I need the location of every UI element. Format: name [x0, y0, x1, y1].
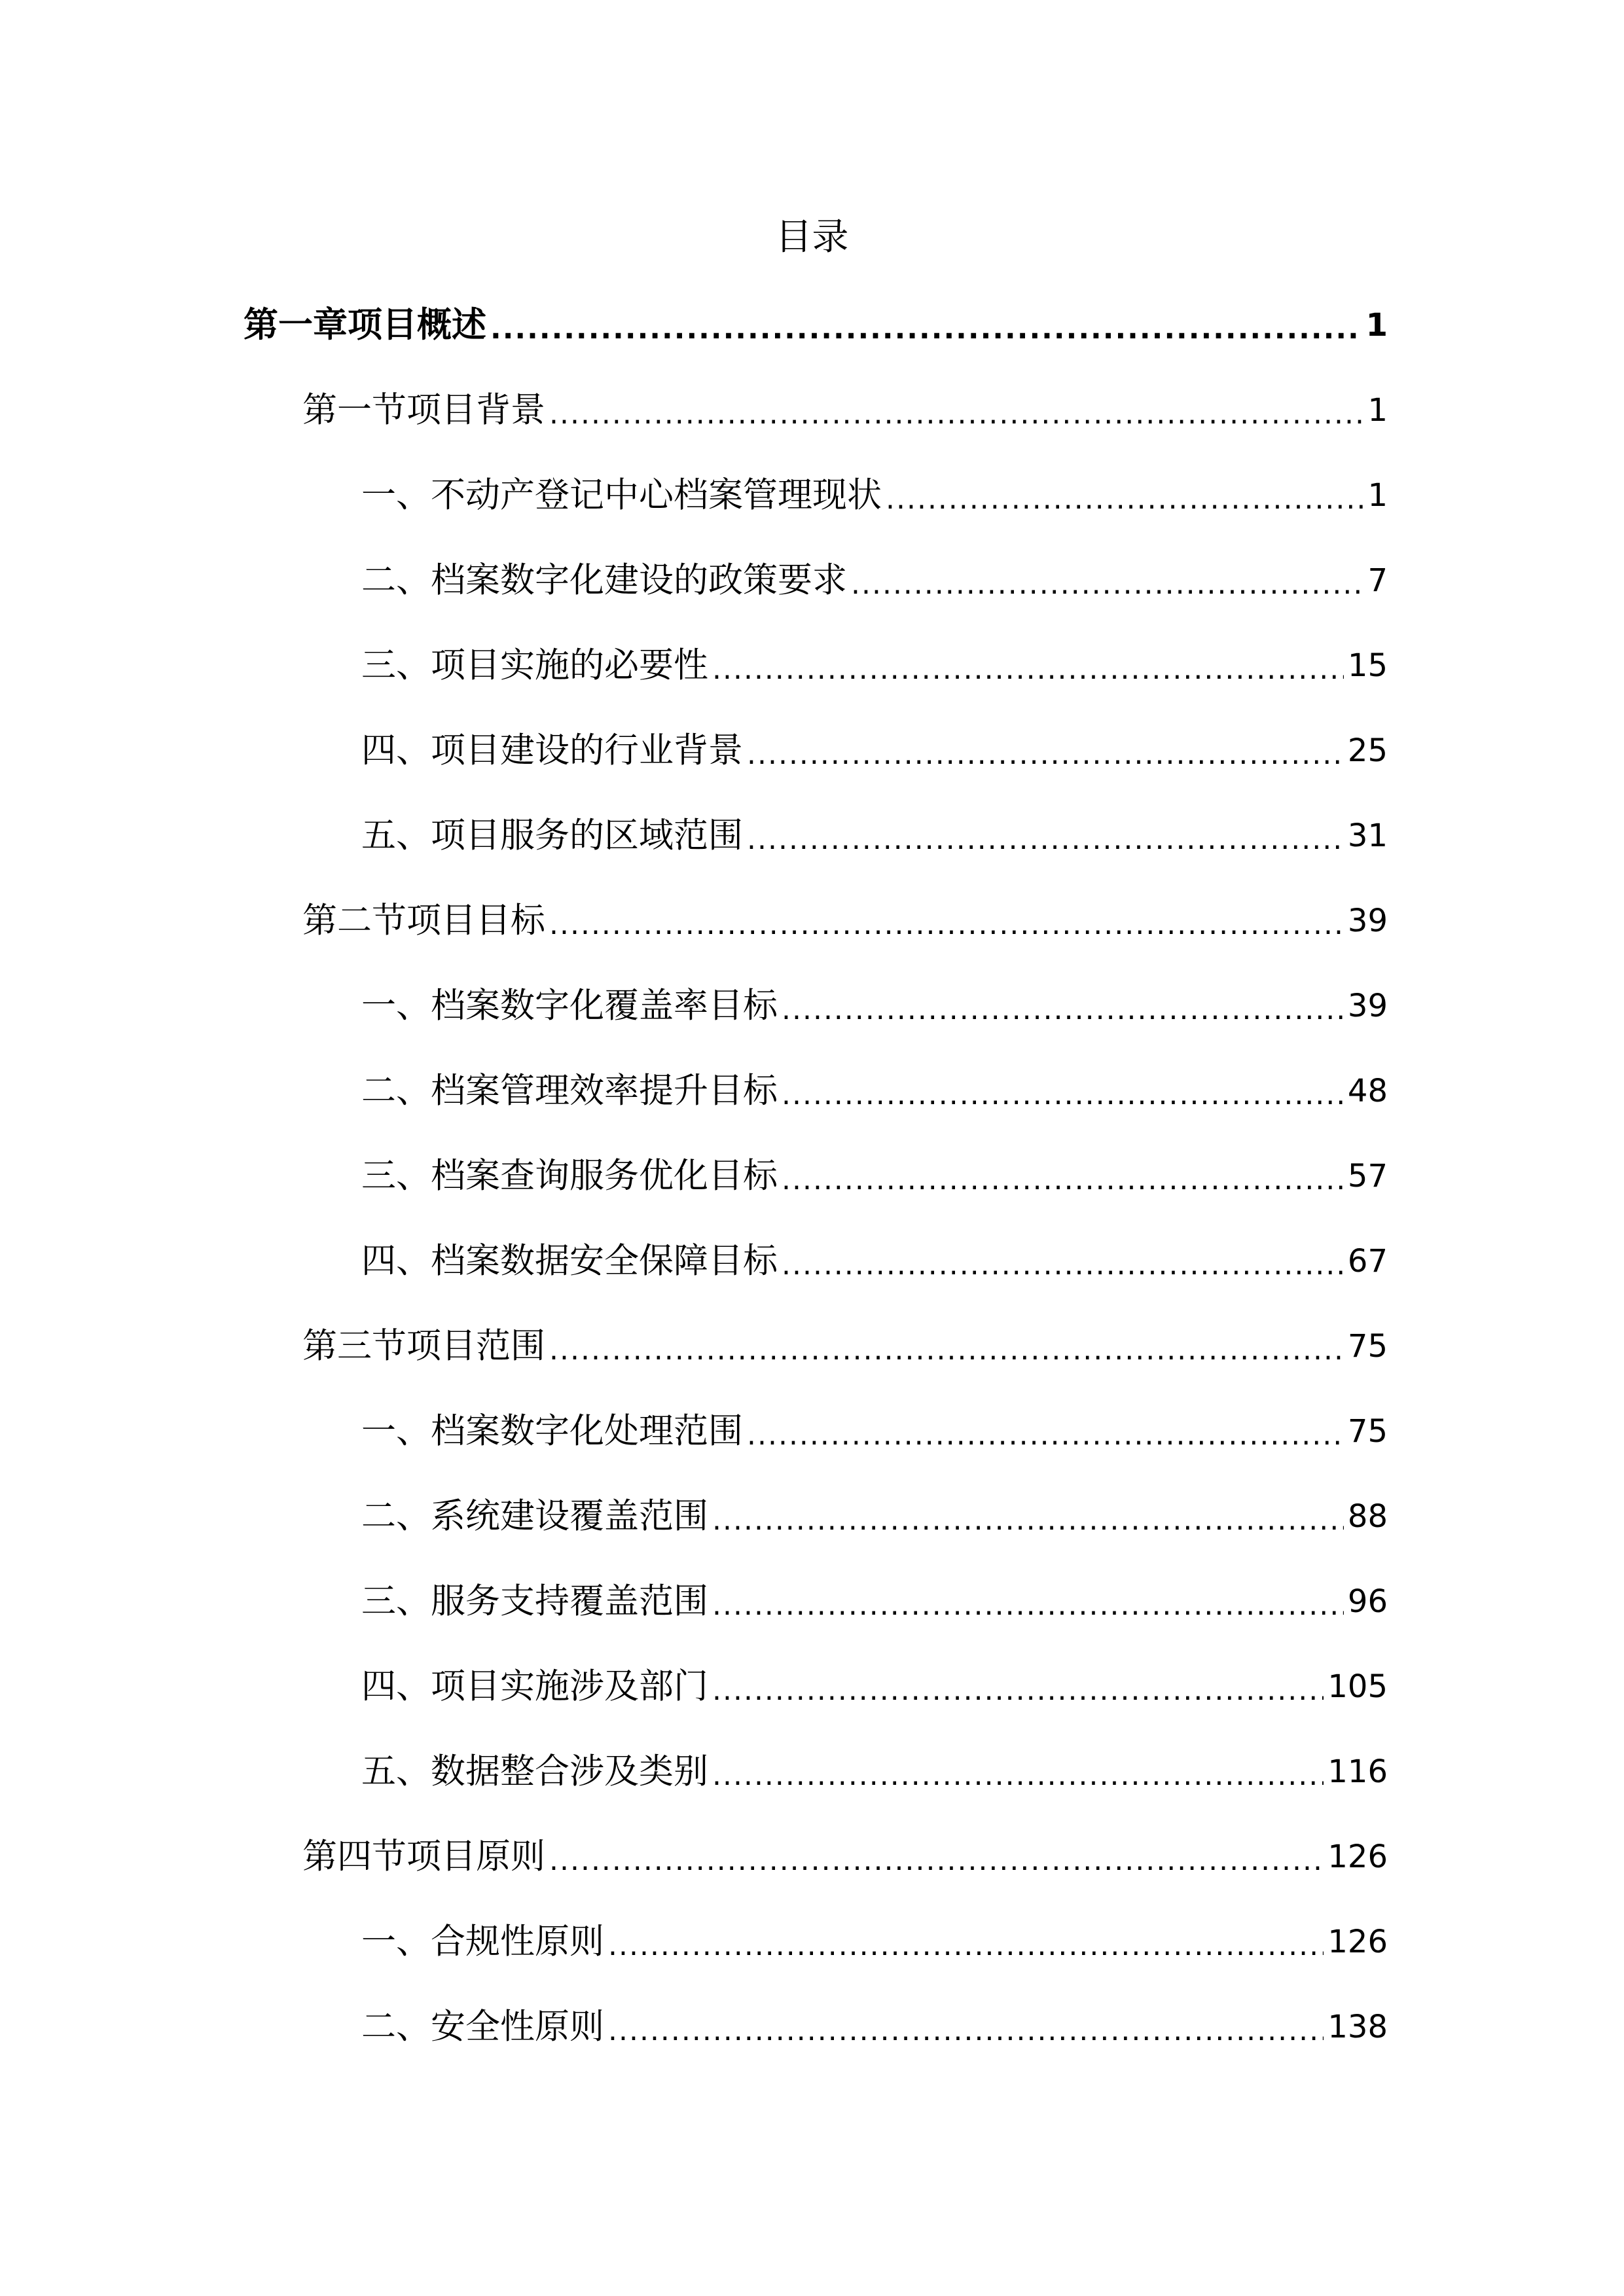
toc-page-number: 96	[1347, 1583, 1388, 1620]
toc-page-number: 15	[1347, 647, 1388, 684]
toc-entry-text: 第四节项目原则	[302, 1837, 545, 1876]
toc-leader-dots	[549, 1831, 1324, 1890]
toc-page-number: 126	[1327, 1924, 1388, 1960]
toc-entry-text: 四、档案数据安全保障目标	[361, 1241, 778, 1281]
toc-entry-text: 二、安全性原则	[361, 2007, 604, 2047]
toc-leader-dots	[712, 640, 1344, 699]
toc-section-entry[interactable]	[302, 891, 1388, 950]
toc-entry-text: 第三节项目范围	[302, 1326, 545, 1366]
toc-entry-text: 二、系统建设覆盖范围	[361, 1496, 708, 1536]
toc-item-entry[interactable]	[361, 1402, 1388, 1461]
toc-page-number: 7	[1367, 562, 1388, 599]
toc-entry-text: 五、数据整合涉及类别	[361, 1751, 708, 1791]
toc-item-entry[interactable]	[361, 806, 1388, 865]
toc-item-entry[interactable]	[361, 1742, 1388, 1801]
page-title: 目录	[775, 216, 849, 259]
toc-item-entry[interactable]	[361, 1912, 1388, 1971]
toc-item-entry[interactable]	[361, 551, 1388, 610]
toc-leader-dots	[747, 1406, 1344, 1465]
toc-entry-text: 五、项目服务的区域范围	[361, 816, 743, 855]
toc-entry-text: 二、档案管理效率提升目标	[361, 1071, 778, 1111]
toc-item-entry[interactable]	[361, 1062, 1388, 1121]
toc-item-entry[interactable]	[361, 636, 1388, 695]
toc-page-number: 1	[1365, 307, 1388, 344]
toc-page-number: 31	[1347, 817, 1388, 854]
toc-leader-dots	[549, 895, 1344, 954]
toc-page-number: 57	[1347, 1158, 1388, 1194]
toc-page-number: 75	[1347, 1413, 1388, 1450]
toc-entry-text: 一、档案数字化处理范围	[361, 1411, 743, 1451]
toc-entry-text: 四、项目实施涉及部门	[361, 1666, 708, 1706]
toc-item-entry[interactable]	[361, 1572, 1388, 1631]
toc-item-entry[interactable]	[361, 1998, 1388, 2056]
toc-page-number: 138	[1327, 2009, 1388, 2045]
toc-leader-dots	[608, 1916, 1324, 1975]
toc-entry-text: 三、项目实施的必要性	[361, 645, 708, 685]
toc-section-entry[interactable]	[302, 1317, 1388, 1376]
toc-leader-dots	[782, 1151, 1344, 1210]
toc-leader-dots	[712, 1491, 1344, 1550]
toc-entry-text: 四、项目建设的行业背景	[361, 730, 743, 770]
toc-item-entry[interactable]	[361, 1232, 1388, 1291]
toc-section-entry[interactable]	[302, 1827, 1388, 1886]
toc-entry-text: 一、档案数字化覆盖率目标	[361, 986, 778, 1026]
toc-page-number: 1	[1367, 477, 1388, 514]
toc-page-number: 48	[1347, 1073, 1388, 1109]
toc-leader-dots	[886, 470, 1363, 529]
toc-entry-text: 一、合规性原则	[361, 1922, 604, 1962]
toc-leader-dots	[712, 1661, 1324, 1720]
toc-page-number: 88	[1347, 1498, 1388, 1535]
toc-leader-dots	[549, 1321, 1344, 1380]
toc-entry-text: 三、档案查询服务优化目标	[361, 1156, 778, 1196]
toc-page-number: 105	[1327, 1668, 1388, 1705]
toc-page-number: 1	[1367, 392, 1388, 429]
toc-item-entry[interactable]	[361, 1657, 1388, 1716]
toc-leader-dots	[549, 385, 1363, 444]
toc-page-number: 25	[1347, 732, 1388, 769]
toc-page-number: 67	[1347, 1243, 1388, 1280]
toc-leader-dots	[490, 300, 1362, 359]
toc-item-entry[interactable]	[361, 1487, 1388, 1546]
toc-leader-dots	[712, 1576, 1344, 1635]
toc-page-number: 126	[1327, 1839, 1388, 1875]
toc-entry-text: 第一章项目概述	[244, 305, 486, 345]
toc-entry-text: 一、不动产登记中心档案管理现状	[361, 475, 882, 515]
toc-chapter-entry[interactable]	[244, 296, 1388, 355]
toc-leader-dots	[782, 1236, 1344, 1295]
toc-leader-dots	[712, 1746, 1324, 1805]
toc-page-number: 39	[1347, 988, 1388, 1024]
toc-leader-dots	[608, 2001, 1324, 2060]
toc-page-number: 75	[1347, 1328, 1388, 1365]
toc-leader-dots	[782, 980, 1344, 1039]
toc-leader-dots	[747, 725, 1344, 784]
toc-entry-text: 第一节项目背景	[302, 390, 545, 430]
toc-page-number: 39	[1347, 903, 1388, 939]
toc-entry-text: 二、档案数字化建设的政策要求	[361, 560, 847, 600]
toc-item-entry[interactable]	[361, 977, 1388, 1035]
toc-leader-dots	[782, 1066, 1344, 1124]
toc-item-entry[interactable]	[361, 1147, 1388, 1206]
toc-item-entry[interactable]	[361, 721, 1388, 780]
toc-section-entry[interactable]	[302, 381, 1388, 440]
toc-leader-dots	[851, 555, 1363, 614]
toc-entry-text: 第二节项目目标	[302, 901, 545, 941]
toc-item-entry[interactable]	[361, 466, 1388, 525]
toc-entry-text: 三、服务支持覆盖范围	[361, 1581, 708, 1621]
toc-leader-dots	[747, 810, 1344, 869]
toc-page-number: 116	[1327, 1753, 1388, 1790]
